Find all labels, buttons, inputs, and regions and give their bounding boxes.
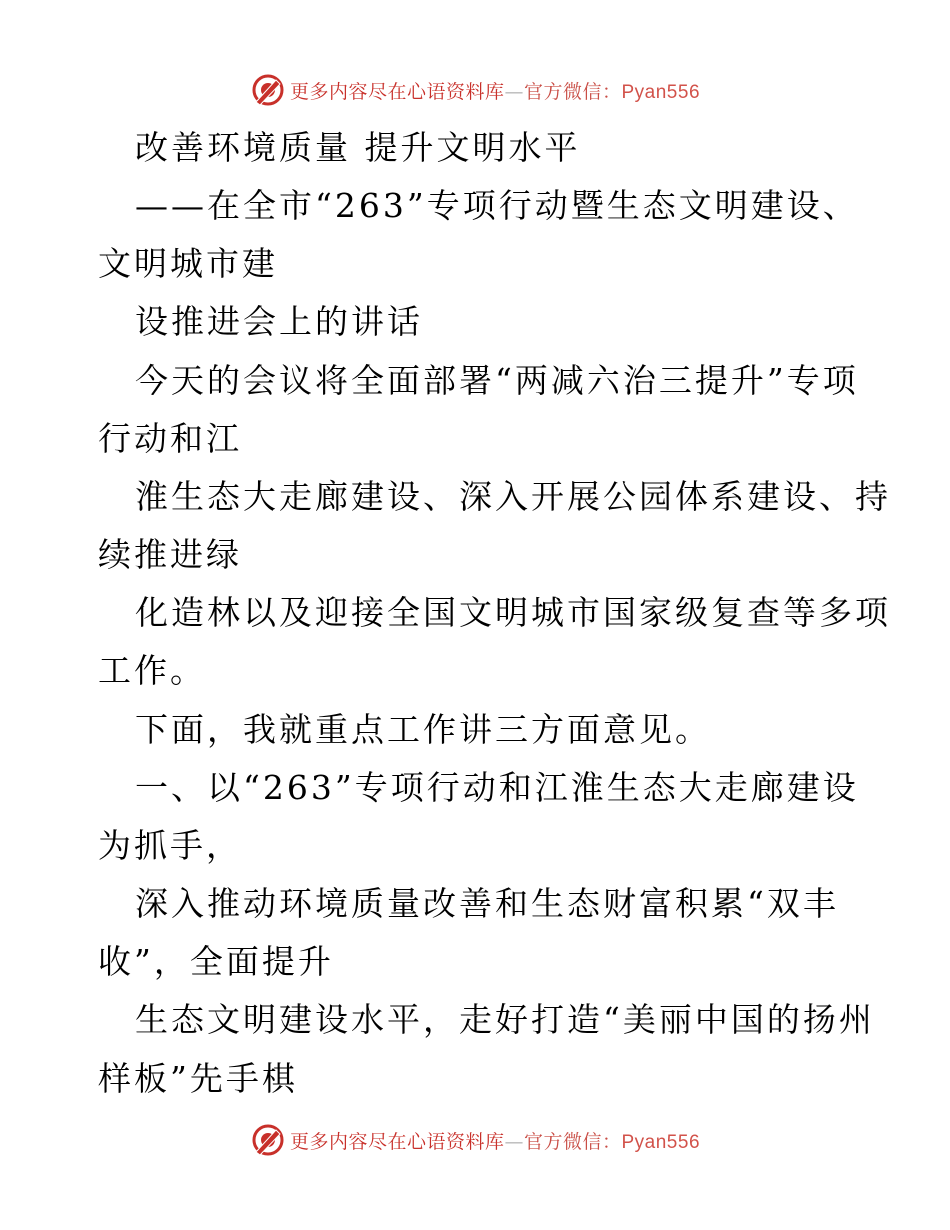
paragraph-line: 工作。 (98, 651, 206, 690)
watermark-text (290, 1127, 700, 1154)
paragraph-line: 续推进绿 (98, 535, 242, 574)
watermark-header (0, 70, 950, 110)
section-heading-line: 一、以“263”专项行动和江淮生态大走廊建设 (135, 768, 859, 807)
doc-title: 改善环境质量 提升文明水平 (135, 128, 581, 167)
section-heading-line: 深入推动环境质量改善和生态财富积累“双丰 (135, 884, 839, 923)
doc-subtitle-line: 设推进会上的讲话 (135, 302, 423, 341)
paragraph-line: 今天的会议将全面部署“两减六治三提升”专项 (135, 361, 859, 400)
paragraph-line: 下面，我就重点工作讲三方面意见。 (135, 710, 711, 749)
pen-seal-logo-icon (250, 72, 286, 108)
doc-subtitle-line: ——在全市“263”专项行动暨生态文明建设、 (135, 186, 859, 225)
watermark-site: 更多内容尽在心语资料库 (289, 1130, 505, 1153)
doc-subtitle-line: 文明城市建 (98, 244, 278, 283)
watermark-footer (0, 1120, 950, 1160)
watermark-separator: — (504, 1130, 524, 1153)
section-heading-line: 收”，全面提升 (98, 942, 334, 981)
paragraph-line: 淮生态大走廊建设、深入开展公园体系建设、持 (135, 477, 891, 516)
paragraph-line: 化造林以及迎接全国文明城市国家级复查等多项 (135, 593, 891, 632)
watermark-wechat-id: Pyan556 (621, 1131, 701, 1153)
watermark-text (290, 77, 700, 104)
pen-seal-logo-icon (250, 1122, 286, 1158)
paragraph-line: 行动和江 (98, 419, 242, 458)
section-heading-line: 样板”先手棋 (98, 1059, 298, 1098)
watermark-separator: — (504, 80, 524, 103)
watermark-wechat-label: 官方微信： (523, 80, 622, 103)
section-heading-line: 为抓手， (98, 826, 242, 865)
watermark-site: 更多内容尽在心语资料库 (289, 80, 505, 103)
watermark-wechat-id: Pyan556 (621, 81, 701, 103)
watermark-wechat-label: 官方微信： (523, 1130, 622, 1153)
section-heading-line: 生态文明建设水平，走好打造“美丽中国的扬州 (135, 1000, 875, 1039)
